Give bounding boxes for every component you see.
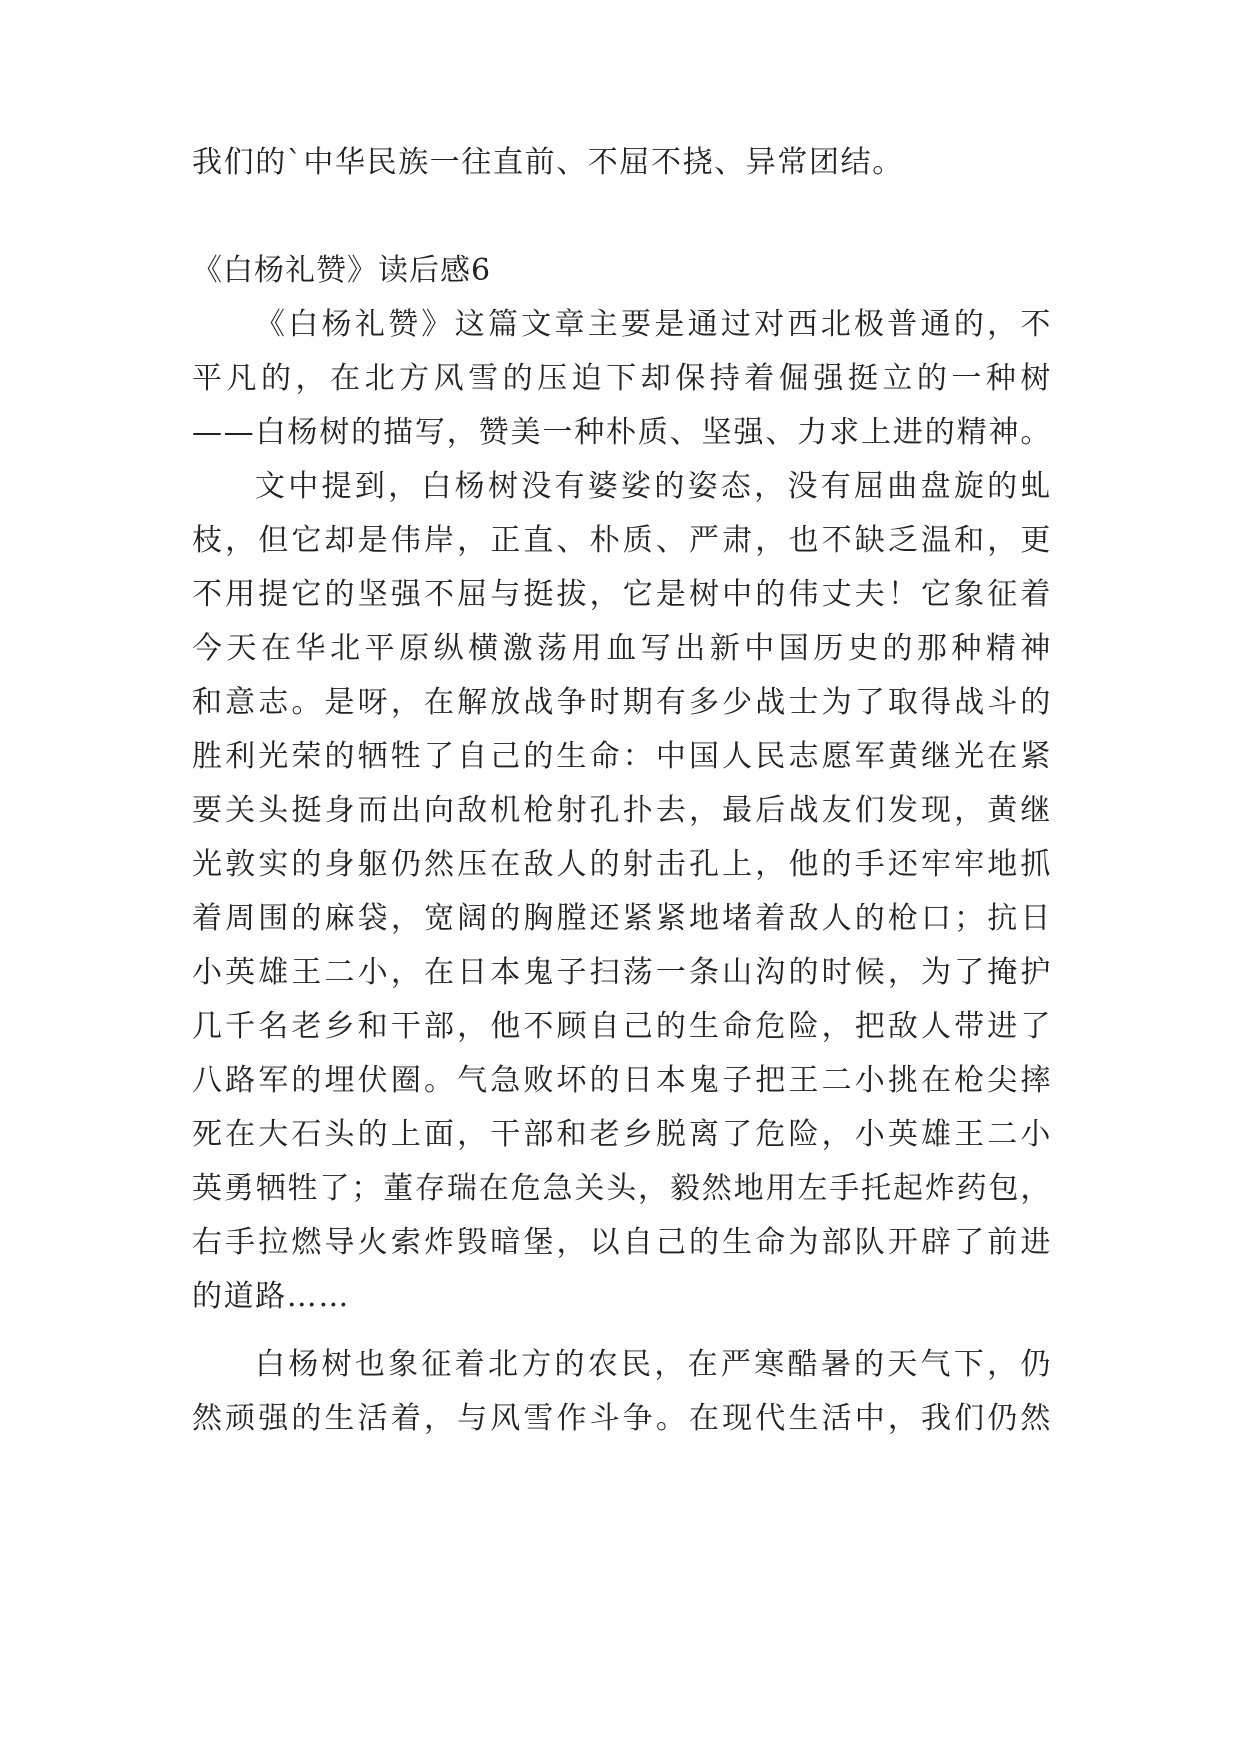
paragraph-line: 要关头挺身而出向敌机枪射孔扑去，最后战友们发现，黄继: [192, 793, 1052, 828]
paragraph-line: 光敦实的身躯仍然压在敌人的射击孔上，他的手还牢牢地抓: [192, 847, 1052, 882]
paragraph-line: 平凡的，在北方风雪的压迫下却保持着倔强挺立的一种树: [192, 361, 1052, 396]
paragraph-line: 不用提它的坚强不屈与挺拔，它是树中的伟丈夫！它象征着: [192, 577, 1052, 612]
paragraph-line: 胜利光荣的牺牲了自己的生命：中国人民志愿军黄继光在紧: [192, 739, 1052, 774]
paragraph-line: 八路军的埋伏圈。气急败坏的日本鬼子把王二小挑在枪尖摔: [192, 1063, 1052, 1098]
paragraph-line: 几千名老乡和干部，他不顾自己的生命危险，把敌人带进了: [192, 1009, 1052, 1044]
paragraph-line: 《白杨礼赞》这篇文章主要是通过对西北极普通的，不: [255, 307, 1052, 342]
paragraph-line: 文中提到，白杨树没有婆娑的姿态，没有屈曲盘旋的虬: [255, 469, 1052, 504]
paragraph-line: 然顽强的生活着，与风雪作斗争。在现代生活中，我们仍然: [192, 1401, 1052, 1436]
paragraph-line: 小英雄王二小，在日本鬼子扫荡一条山沟的时候，为了掩护: [192, 955, 1052, 990]
paragraph-line: 着周围的麻袋，宽阔的胸膛还紧紧地堵着敌人的枪口；抗日: [192, 901, 1052, 936]
paragraph-line: 枝，但它却是伟岸，正直、朴质、严肃，也不缺乏温和，更: [192, 523, 1052, 558]
continuation-line: 我们的`中华民族一往直前、不屈不挠、异常团结。: [192, 145, 904, 180]
paragraph-line: 右手拉燃导火索炸毁暗堡，以自己的生命为部队开辟了前进: [192, 1225, 1052, 1260]
paragraph-line: 白杨树也象征着北方的农民，在严寒酷暑的天气下，仍: [255, 1347, 1052, 1382]
paragraph-line: 和意志。是呀，在解放战争时期有多少战士为了取得战斗的: [192, 685, 1052, 720]
paragraph-line: 英勇牺牲了；董存瑞在危急关头，毅然地用左手托起炸药包，: [192, 1171, 1052, 1206]
paragraph-line: 死在大石头的上面，干部和老乡脱离了危险，小英雄王二小: [192, 1117, 1052, 1152]
paragraph-line: 今天在华北平原纵横激荡用血写出新中国历史的那种精神: [192, 631, 1052, 666]
paragraph-line: 的道路……: [192, 1279, 350, 1314]
paragraph-line: ——白杨树的描写，赞美一种朴质、坚强、力求上进的精神。: [192, 415, 1052, 450]
section-title: 《白杨礼赞》读后感6: [192, 253, 492, 288]
